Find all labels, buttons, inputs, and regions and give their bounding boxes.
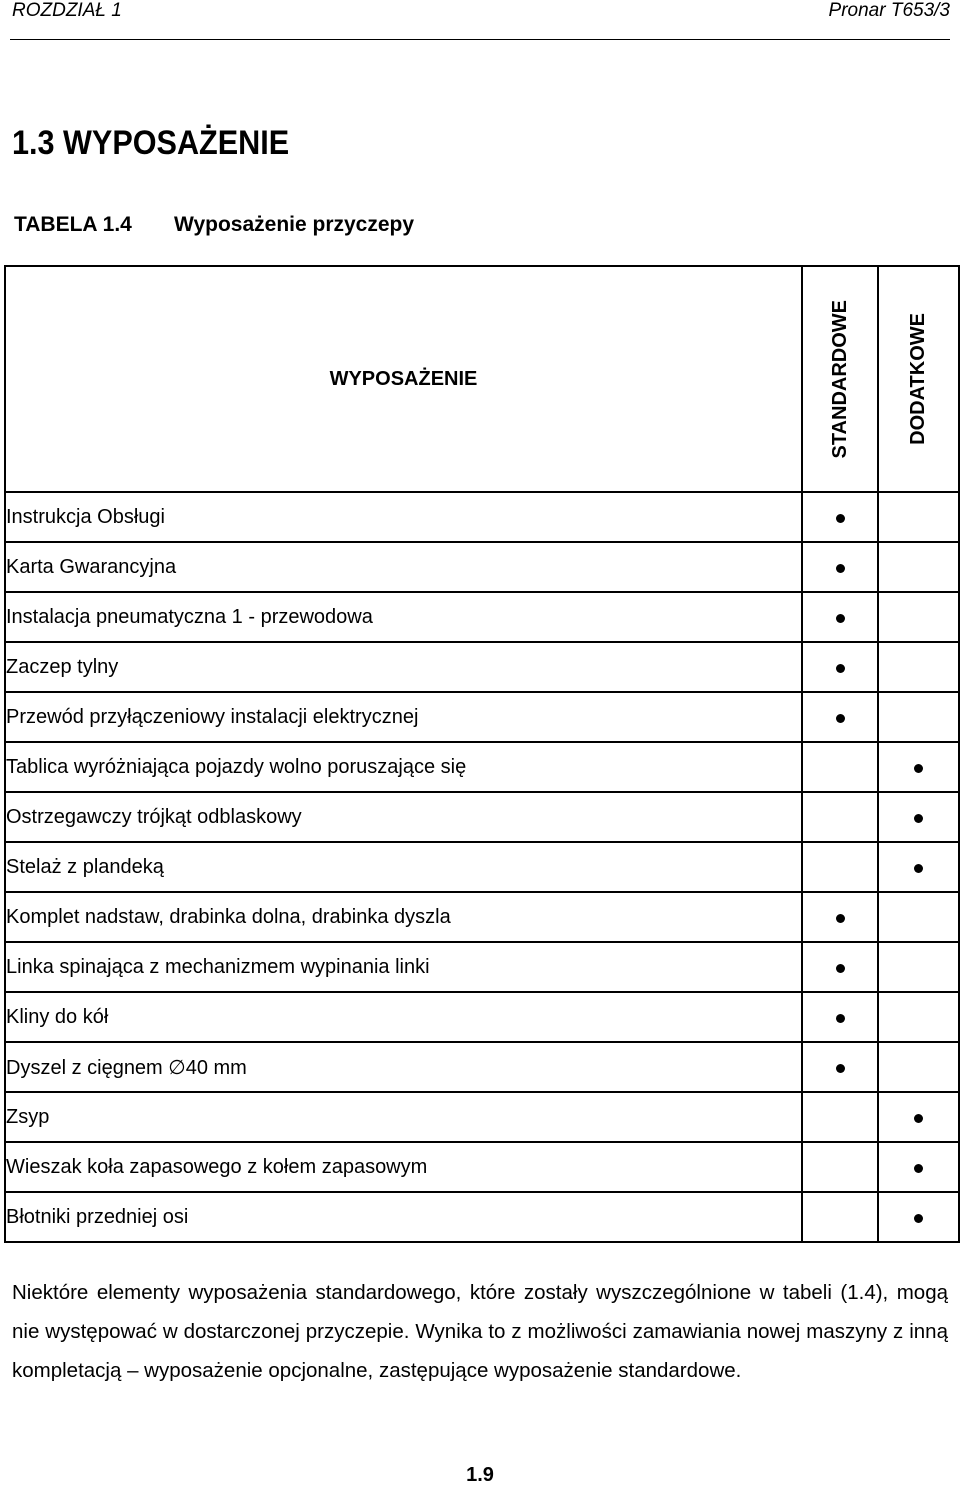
standard-cell (802, 642, 878, 692)
equipment-name: Dyszel z cięgnem ∅40 mm (5, 1042, 802, 1092)
equipment-name: Zaczep tylny (5, 642, 802, 692)
standard-bullet-icon (836, 914, 845, 923)
standard-header-label: STANDARDOWE (828, 299, 851, 459)
standard-cell (802, 1092, 878, 1142)
standard-cell (802, 792, 878, 842)
standard-bullet-icon (836, 564, 845, 573)
optional-cell (878, 1192, 959, 1242)
optional-cell (878, 892, 959, 942)
table-row (5, 892, 959, 942)
optional-cell (878, 642, 959, 692)
standard-cell (802, 992, 878, 1042)
standard-column-header (802, 266, 878, 492)
optional-column-header (878, 266, 959, 492)
equipment-name: Linka spinająca z mechanizmem wypinania linki (5, 942, 802, 992)
optional-cell (878, 692, 959, 742)
table-row (5, 1192, 959, 1242)
note-paragraph: Niektóre elementy wyposażenia standardowego, które zostały wyszczególnione w tabeli (1.4), mogą nie występować w dostarczonej przyczepie. Wynika to z możliwości zamawiania nowej maszyny z inną kompletacją – wyposażenie opcjonalne, zastępujące wyposażenie standardowe. (12, 1281, 948, 1382)
standard-cell (802, 892, 878, 942)
standard-bullet-icon (836, 964, 845, 973)
page-number: 1.9 (466, 1464, 494, 1486)
standard-bullet-icon (836, 1064, 845, 1073)
table-title: Wyposażenie przyczepy (174, 213, 415, 236)
equipment-name: Ostrzegawczy trójkąt odblaskowy (5, 792, 802, 842)
optional-bullet-icon (914, 764, 923, 773)
optional-cell (878, 742, 959, 792)
standard-cell (802, 742, 878, 792)
equipment-name: Kliny do kół (5, 992, 802, 1042)
table-row (5, 842, 959, 892)
table-row (5, 792, 959, 842)
standard-cell (802, 542, 878, 592)
optional-cell (878, 992, 959, 1042)
equipment-name: Instrukcja Obsługi (5, 492, 802, 542)
table-row (5, 492, 959, 542)
standard-cell (802, 1142, 878, 1192)
table-row (5, 642, 959, 692)
table-body (5, 492, 959, 1242)
model-label: Pronar T653/3 (828, 0, 950, 21)
optional-cell (878, 942, 959, 992)
optional-cell (878, 1092, 959, 1142)
optional-bullet-icon (914, 864, 923, 873)
table-row (5, 542, 959, 592)
table-number: TABELA 1.4 (14, 213, 132, 236)
equipment-table (4, 265, 960, 1243)
table-header-row (5, 266, 959, 492)
standard-cell (802, 1192, 878, 1242)
standard-bullet-icon (836, 1014, 845, 1023)
standard-cell (802, 592, 878, 642)
table-row (5, 992, 959, 1042)
standard-cell (802, 1042, 878, 1092)
table-row (5, 742, 959, 792)
table-row (5, 1142, 959, 1192)
equipment-column-header: WYPOSAŻENIE (5, 266, 802, 492)
equipment-name: Karta Gwarancyjna (5, 542, 802, 592)
optional-bullet-icon (914, 814, 923, 823)
table-row (5, 592, 959, 642)
header-divider (10, 39, 950, 40)
table-row (5, 692, 959, 742)
optional-cell (878, 1042, 959, 1092)
optional-cell (878, 792, 959, 842)
optional-bullet-icon (914, 1214, 923, 1223)
chapter-label: ROZDZIAŁ 1 (12, 0, 122, 21)
optional-cell (878, 492, 959, 542)
standard-bullet-icon (836, 514, 845, 523)
optional-bullet-icon (914, 1114, 923, 1123)
standard-cell (802, 492, 878, 542)
standard-cell (802, 692, 878, 742)
table-row (5, 1042, 959, 1092)
optional-cell (878, 542, 959, 592)
equipment-name: Instalacja pneumatyczna 1 - przewodowa (5, 592, 802, 642)
equipment-name: Komplet nadstaw, drabinka dolna, drabinka dyszla (5, 892, 802, 942)
optional-header-label: DODATKOWE (907, 313, 929, 445)
section-title: 1.3 WYPOSAŻENIE (12, 124, 290, 162)
equipment-name: Zsyp (5, 1092, 802, 1142)
optional-cell (878, 842, 959, 892)
equipment-name: Stelaż z plandeką (5, 842, 802, 892)
table-caption (14, 213, 414, 237)
standard-bullet-icon (836, 664, 845, 673)
table-row (5, 942, 959, 992)
standard-cell (802, 942, 878, 992)
standard-bullet-icon (836, 714, 845, 723)
optional-bullet-icon (914, 1164, 923, 1173)
equipment-name: Przewód przyłączeniowy instalacji elektrycznej (5, 692, 802, 742)
standard-cell (802, 842, 878, 892)
optional-cell (878, 592, 959, 642)
equipment-name: Wieszak koła zapasowego z kołem zapasowym (5, 1142, 802, 1192)
standard-bullet-icon (836, 614, 845, 623)
table-row (5, 1092, 959, 1142)
optional-cell (878, 1142, 959, 1192)
equipment-name: Błotniki przedniej osi (5, 1192, 802, 1242)
equipment-name: Tablica wyróżniająca pojazdy wolno poruszające się (5, 742, 802, 792)
